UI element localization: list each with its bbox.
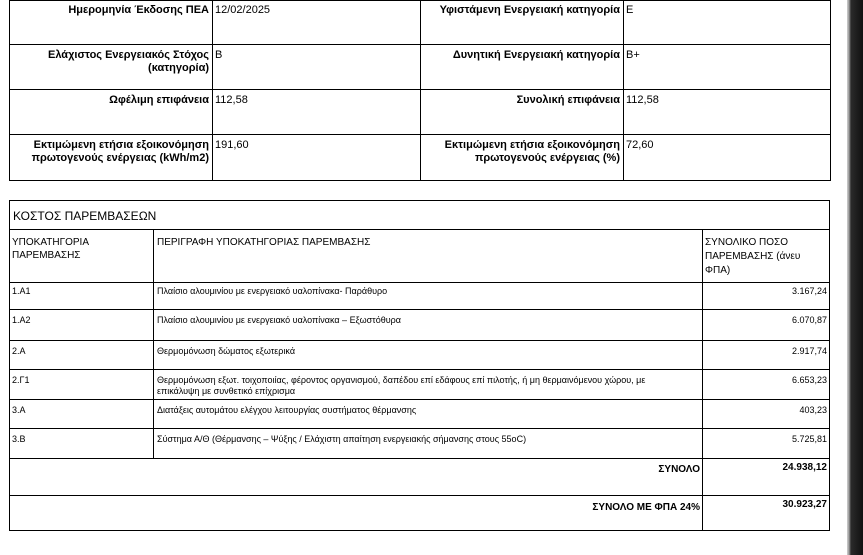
row-code: 1.Α1 [12, 286, 31, 296]
row-divider [10, 495, 829, 496]
row-code: 2.Α [12, 346, 26, 356]
total-vat-label: ΣΥΝΟΛΟ ΜΕ ΦΠΑ 24% [592, 502, 700, 513]
column-header-description: ΠΕΡΙΓΡΑΦΗ ΥΠΟΚΑΤΗΓΟΡΙΑΣ ΠΑΡΕΜΒΑΣΗΣ [157, 237, 371, 248]
row-description: Πλαίσιο αλουμινίου με ενεργειακό υαλοπίνακα- Παράθυρο [157, 286, 388, 296]
potential-category-value: Β+ [626, 49, 640, 61]
window-edge [847, 0, 863, 555]
column-header-code: ΥΠΟΚΑΤΗΓΟΡΙΑ ΠΑΡΕΜΒΑΣΗΣ [12, 237, 89, 261]
energy-saving-kwh-value: 191,60 [213, 135, 421, 180]
row-description: Θερμομόνωση εξωτ. τοιχοποιίας, φέροντος οργανισμού, δαπέδου επί εδάφους επί πιλοτής, ή μη θερμαινόμενου χώρου, με επικάλυψη με συνθετικό επίχρισμα [157, 375, 646, 396]
row-code: 2.Γ1 [12, 375, 30, 385]
row-amount: 6.653,23 [791, 375, 827, 385]
row-code: 1.Α2 [12, 315, 31, 325]
total-area-value: 112,58 [626, 94, 659, 106]
row-description: Θερμομόνωση δώματος εξωτερικά [157, 346, 296, 356]
row-divider [10, 399, 829, 400]
total-label: ΣΥΝΟΛΟ [658, 464, 700, 475]
total-vat-value: 30.923,27 [782, 499, 827, 510]
energy-saving-percent-value: 72,60 [626, 139, 654, 151]
energy-info-table [9, 0, 831, 181]
row-description: Διατάξεις αυτομάτου ελέγχου λειτουργίας συστήματος θέρμανσης [157, 405, 417, 415]
column-divider [153, 229, 154, 458]
row-amount: 5.725,81 [791, 434, 827, 444]
current-category-value: Ε [626, 4, 634, 16]
row-amount: 403,23 [799, 405, 827, 415]
info-row [9, 90, 831, 134]
min-target-value: Β [213, 45, 421, 89]
info-row [9, 0, 831, 44]
total-value: 24.938,12 [782, 462, 827, 473]
row-divider [10, 369, 829, 370]
total-area-label: Συνολική επιφάνεια [421, 90, 624, 134]
row-divider [10, 229, 829, 230]
potential-category-label: Δυνητική Ενεργειακή κατηγορία [421, 45, 624, 89]
row-divider [10, 282, 829, 283]
row-divider [10, 309, 829, 310]
row-code: 3.Β [12, 434, 26, 444]
min-target-label: Ελάχιστος Ενεργειακός Στόχος (κατηγορία) [9, 45, 213, 89]
row-amount: 6.070,87 [791, 315, 827, 325]
energy-saving-percent-label: Εκτιμώμενη ετήσια εξοικονόμηση πρωτογενούς ενέργειας (%) [421, 135, 624, 180]
row-amount: 3.167,24 [791, 286, 827, 296]
row-divider [10, 340, 829, 341]
cost-table-title: ΚΟΣΤΟΣ ΠΑΡΕΜΒΑΣΕΩΝ [13, 209, 157, 223]
current-category-label: Υφιστάμενη Ενεργειακή κατηγορία [421, 0, 624, 44]
row-description: Σύστημα Α/Θ (Θέρμανσης – Ψύξης / Ελάχιστη απαίτηση ενεργειακής σήμανσης στους 55oC) [157, 434, 527, 444]
cost-table [9, 200, 830, 531]
useful-area-value: 112,58 [213, 90, 421, 134]
row-divider [10, 428, 829, 429]
column-divider [702, 229, 703, 531]
issue-date-value: 12/02/2025 [213, 0, 421, 44]
column-header-amount: ΣΥΝΟΛΙΚΟ ΠΟΣΟ ΠΑΡΕΜΒΑΣΗΣ (άνευ ΦΠΑ) [705, 237, 801, 276]
issue-date-label: Ημερομηνία Έκδοσης ΠΕΑ [9, 0, 213, 44]
row-description: Πλαίσιο αλουμινίου με ενεργειακό υαλοπίνακα – Εξωστόθυρα [157, 315, 401, 325]
row-amount: 2.917,74 [791, 346, 827, 356]
row-divider [10, 458, 829, 459]
row-divider [9, 180, 831, 181]
row-code: 3.Α [12, 405, 26, 415]
info-row [9, 135, 831, 180]
info-row [9, 45, 831, 89]
energy-saving-kwh-label: Εκτιμώμενη ετήσια εξοικονόμηση πρωτογενούς ενέργειας (kWh/m2) [9, 135, 213, 180]
useful-area-label: Ωφέλιμη επιφάνεια [9, 90, 213, 134]
